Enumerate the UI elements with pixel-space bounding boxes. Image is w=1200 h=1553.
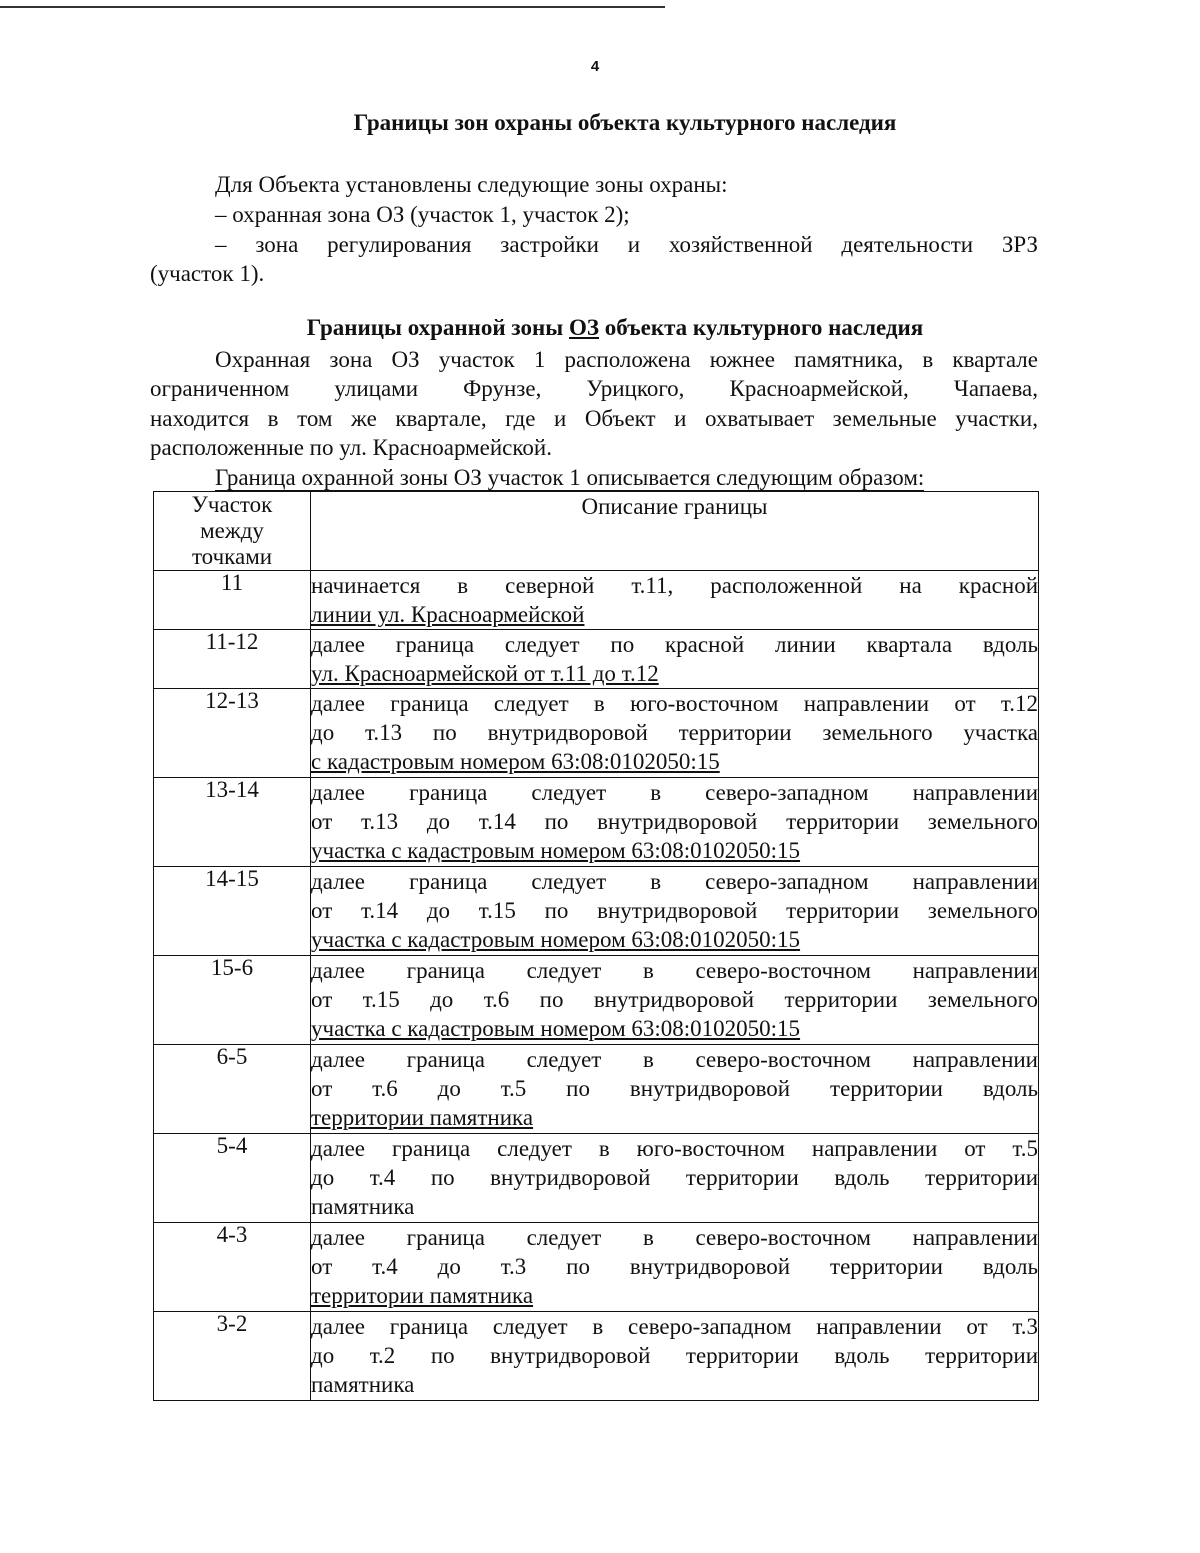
description-cell [311,956,1039,1045]
description-line [311,836,1038,865]
description-line: начинается в северной т.11, расположенной на красной [311,573,1038,598]
table-row [154,778,1039,867]
table-row [154,1312,1039,1401]
table-caption [215,463,924,492]
description-line-text: линии ул. Красноармейской [311,602,585,627]
description-line: памятника [311,1372,415,1397]
description-line: далее граница следует в северо-восточном направлении [311,1225,1038,1250]
description-cell [311,630,1039,689]
intro-list-item: – охранная зона ОЗ (участок 1, участок 2); [215,202,630,227]
description-line: до т.13 по внутридворовой территории земельного участка [311,720,1038,745]
segment-cell: 13-14 [154,778,311,867]
subsection-title-before: Границы охранной зоны [306,315,569,340]
description-line-text: участка с кадастровым номером 63:08:0102050:15 [311,1016,801,1041]
segment-cell: 6-5 [154,1045,311,1134]
paragraph-line: Охранная зона ОЗ участок 1 расположена южнее памятника, в квартале [215,347,1038,372]
description-line: далее граница следует в юго-восточном направлении от т.5 [311,1136,1038,1161]
description-line-text: территории памятника [311,1105,534,1130]
subsection-title-after: объекта культурного наследия [599,315,924,340]
header-segment-line: Участок [191,492,273,517]
description-line [311,600,1038,629]
table-row [154,956,1039,1045]
description-line: от т.13 до т.14 по внутридворовой территории земельного [311,809,1038,834]
table-row [154,1134,1039,1223]
table-row [154,1045,1039,1134]
description-line: далее граница следует в северо-западном направлении [311,869,1038,894]
segment-cell: 12-13 [154,689,311,778]
subsection-title [150,315,1080,341]
description-line: от т.15 до т.6 по внутридворовой территории земельного [311,987,1038,1012]
header-segment-line: точками [191,544,273,569]
paragraph-line: находится в том же квартале, где и Объект и охватывает земельные участки, [150,406,1038,431]
description-line [311,1281,1038,1310]
segment-cell: 11 [154,571,311,630]
table-row [154,867,1039,956]
segment-cell: 3-2 [154,1312,311,1401]
intro-line: Для Объекта установлены следующие зоны охраны: [215,172,728,197]
boundary-table [153,491,1039,1401]
paragraph-line: расположенные по ул. Красноармейской. [150,435,552,460]
description-line: до т.2 по внутридворовой территории вдоль территории [311,1343,1038,1368]
segment-cell: 5-4 [154,1134,311,1223]
header-segment [154,492,311,571]
description-cell [311,689,1039,778]
description-line: от т.6 до т.5 по внутридворовой территории вдоль [311,1076,1038,1101]
table-row [154,571,1039,630]
description-cell [311,778,1039,867]
description-line: далее граница следует в северо-западном направлении от т.3 [311,1314,1038,1339]
description-cell [311,1045,1039,1134]
description-line-text: территории памятника [311,1283,534,1308]
segment-cell: 15-6 [154,956,311,1045]
table-row [154,630,1039,689]
description-line: до т.4 по внутридворовой территории вдоль территории [311,1165,1038,1190]
segment-cell: 14-15 [154,867,311,956]
description-line-text: участка с кадастровым номером 63:08:0102050:15 [311,838,801,863]
description-line: далее граница следует в северо-западном направлении [311,780,1038,805]
description-line-text: участка с кадастровым номером 63:08:0102050:15 [311,927,801,952]
subsection-title-code: ОЗ [569,315,600,340]
top-rule [0,6,665,8]
description-line [311,1014,1038,1043]
description-line: от т.14 до т.15 по внутридворовой территории земельного [311,898,1038,923]
description-cell [311,571,1039,630]
description-line [311,747,1038,776]
description-cell [311,1134,1039,1223]
section-title: Границы зон охраны объекта культурного наследия [353,110,897,135]
intro-list-item-continuation: (участок 1). [150,261,265,286]
description-cell [311,1312,1039,1401]
segment-cell: 11-12 [154,630,311,689]
description-line [311,1103,1038,1132]
segment-cell: 4-3 [154,1223,311,1312]
header-segment-line: между [200,518,264,543]
page-number: 4 [590,58,600,75]
description-line: от т.4 до т.3 по внутридворовой территории вдоль [311,1254,1038,1279]
description-line: далее граница следует в северо-восточном направлении [311,1047,1038,1072]
description-line-text: ул. Красноармейской от т.11 до т.12 [311,661,659,686]
table-caption-text: Граница охранной зоны ОЗ участок 1 описывается следующим образом: [215,465,925,490]
description-line: далее граница следует в юго-восточном направлении от т.12 [311,691,1038,716]
description-line [311,925,1038,954]
paragraph-line: ограниченном улицами Фрунзе, Урицкого, Красноармейской, Чапаева, [150,376,1038,401]
description-line-text: с кадастровым номером 63:08:0102050:15 [311,749,720,774]
description-line: памятника [311,1194,415,1219]
description-cell [311,867,1039,956]
description-line: далее граница следует по красной линии квартала вдоль [311,632,1038,657]
description-line [311,659,1038,688]
description-line: далее граница следует в северо-восточном направлении [311,958,1038,983]
header-description: Описание границы [311,492,1039,571]
table-row [154,1223,1039,1312]
intro-list-item: – зона регулирования застройки и хозяйственной деятельности ЗРЗ [215,232,1038,257]
table-header-row [154,492,1039,571]
table-row [154,689,1039,778]
description-cell [311,1223,1039,1312]
